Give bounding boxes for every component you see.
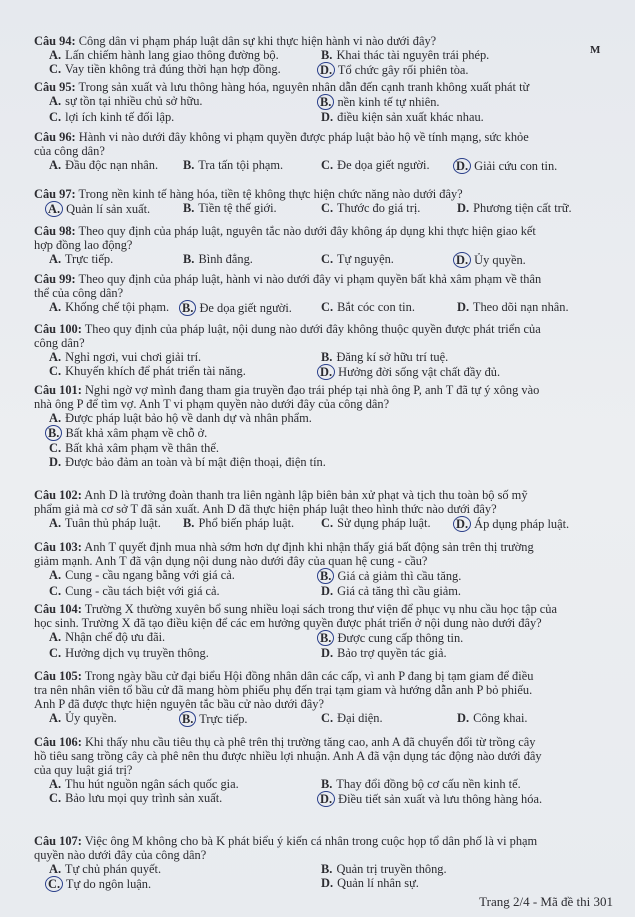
option-text: Phương tiện cất trữ. xyxy=(473,201,572,215)
option-letter: A. xyxy=(49,350,62,364)
option-text: Thay đổi đồng bộ cơ cấu nền kinh tế. xyxy=(336,777,521,791)
option-text: Bất khả xâm phạm về chỗ ở. xyxy=(65,426,208,440)
answer-options xyxy=(34,94,609,124)
option-letter: C. xyxy=(321,516,334,530)
answer-option xyxy=(456,300,596,316)
answer-option xyxy=(48,300,182,316)
option-text: sự tồn tại nhiều chủ sở hữu. xyxy=(65,94,203,108)
question-stem-line xyxy=(34,144,609,158)
option-letter: A. xyxy=(49,862,62,876)
question-95 xyxy=(34,80,609,124)
answer-options xyxy=(34,158,609,174)
question-stem-line xyxy=(34,540,609,554)
question-stem-text: Công dân vi phạm pháp luật dân sự khi thực hiện hành vi nào dưới đây? xyxy=(78,34,437,48)
option-text: Tra tấn tội phạm. xyxy=(198,158,284,172)
option-letter: C. xyxy=(49,441,62,455)
option-letter: A. xyxy=(49,252,62,266)
answer-option xyxy=(48,630,320,646)
answer-option xyxy=(48,411,609,425)
question-stem-line xyxy=(34,763,609,777)
question-stem-line xyxy=(34,130,609,144)
option-letter: C. xyxy=(321,711,334,725)
answer-option xyxy=(48,201,182,217)
option-text: Sử dụng pháp luật. xyxy=(337,516,431,530)
question-100 xyxy=(34,322,609,380)
option-letter: D. xyxy=(321,110,334,124)
question-stem-text: nhà ông P để tìm vợ. Anh T vi phạm quyền nào dưới đây của công dân? xyxy=(34,397,390,411)
option-text: Tự nguyện. xyxy=(336,252,394,266)
option-letter: D. xyxy=(321,876,334,890)
option-letter: A. xyxy=(49,777,62,791)
question-number: Câu 95: xyxy=(34,80,76,94)
question-stem-line xyxy=(34,286,609,300)
question-stem-line xyxy=(34,336,609,350)
question-stem-text: Việc ông M không cho bà K phát biểu ý kiến cá nhân trong cuộc họp tổ dân phố là vi phạm xyxy=(84,834,538,848)
answer-option xyxy=(456,516,596,532)
answer-option xyxy=(48,441,609,455)
answer-option xyxy=(48,568,320,584)
question-stem-text: Theo quy định của pháp luật, hành vi nào dưới đây vi phạm quyền bất khả xâm phạm về thân xyxy=(78,272,542,286)
option-letter: A. xyxy=(49,411,62,425)
option-text: Theo dõi nạn nhân. xyxy=(472,300,569,314)
option-letter: B. xyxy=(321,48,333,62)
question-stem-line xyxy=(34,238,609,252)
option-letter: B. xyxy=(45,425,62,441)
option-letter: D. xyxy=(457,711,470,725)
question-number: Câu 94: xyxy=(34,34,76,48)
answer-option xyxy=(320,630,600,646)
question-stem-line xyxy=(34,397,609,411)
option-text: Ủy quyền. xyxy=(65,711,117,725)
option-letter: A. xyxy=(49,158,62,172)
question-stem-line xyxy=(34,502,609,516)
answer-options xyxy=(34,252,609,268)
option-text: Trực tiếp. xyxy=(199,712,248,726)
option-text: Tuân thủ pháp luật. xyxy=(64,516,161,530)
option-letter: D. xyxy=(453,516,471,532)
answer-option xyxy=(320,48,600,62)
option-text: Tổ chức gây rối phiên tòa. xyxy=(337,63,469,77)
question-number: Câu 105: xyxy=(34,669,82,683)
option-text: Khuyến khích để phát triển tài năng. xyxy=(65,364,246,378)
option-letter: D. xyxy=(453,158,471,174)
option-text: Cung - cầu tách biệt với giá cả. xyxy=(65,584,220,598)
option-letter: B. xyxy=(183,516,195,530)
question-stem-line xyxy=(34,669,609,683)
answer-option xyxy=(320,876,600,892)
answer-options xyxy=(34,48,609,78)
answer-option xyxy=(48,252,182,268)
option-letter: A. xyxy=(49,516,62,530)
answer-options xyxy=(34,300,609,316)
question-101 xyxy=(34,383,609,469)
option-letter: B. xyxy=(183,201,195,215)
option-letter: C. xyxy=(49,584,62,598)
option-letter: B. xyxy=(321,862,333,876)
question-stem-text: Theo quy định của pháp luật, nội dung nào dưới đây không thuộc quyền được phát triển của xyxy=(84,322,541,336)
question-104 xyxy=(34,602,609,660)
option-letter: C. xyxy=(49,364,62,378)
option-text: Được pháp luật bảo hộ về danh dự và nhân phẩm. xyxy=(65,411,312,425)
answer-option xyxy=(48,364,320,380)
option-letter: B. xyxy=(317,94,334,110)
answer-option xyxy=(320,252,456,268)
answer-option xyxy=(182,711,320,727)
question-stem-text: học sinh. Trường X đã tạo điều kiện để các em hưởng quyền được phát triển ở nội dung nào dưới đây? xyxy=(34,616,542,630)
answer-option xyxy=(48,48,320,62)
question-stem-text: Anh P đã được thực hiện nguyên tắc bầu cử nào dưới đây? xyxy=(34,697,324,711)
option-text: Giá cả tăng thì cầu giảm. xyxy=(337,584,462,598)
option-text: Đăng kí sở hữu trí tuệ. xyxy=(336,350,449,364)
answer-option xyxy=(320,110,600,124)
answer-option xyxy=(456,158,596,174)
question-number: Câu 96: xyxy=(34,130,76,144)
answer-option xyxy=(48,876,320,892)
answer-option xyxy=(48,862,320,876)
question-stem-line xyxy=(34,735,609,749)
answer-option xyxy=(320,158,456,174)
option-letter: D. xyxy=(321,584,334,598)
option-text: điều kiện sản xuất khác nhau. xyxy=(337,110,484,124)
question-number: Câu 103: xyxy=(34,540,82,554)
question-stem-text: Hành vi nào dưới đây không vi phạm quyền được pháp luật bảo hộ về tính mạng, sức khỏe xyxy=(78,130,529,144)
option-text: Bắt cóc con tin. xyxy=(337,300,415,314)
question-stem-text: hồ tiêu sang trồng cây cà phê nên thu được nhiều lợi nhuận. Anh A đã vận dụng tác động nào dưới đây xyxy=(34,749,542,763)
question-stem-line xyxy=(34,697,609,711)
answer-option xyxy=(48,516,182,532)
question-stem-line xyxy=(34,749,609,763)
option-text: Tự chủ phán quyết. xyxy=(64,862,162,876)
answer-option xyxy=(182,516,320,532)
answer-options xyxy=(34,568,609,598)
option-letter: C. xyxy=(45,876,63,892)
question-stem-line xyxy=(34,554,609,568)
option-text: Hưởng dịch vụ truyền thông. xyxy=(65,646,209,660)
option-letter: C. xyxy=(321,201,334,215)
question-number: Câu 98: xyxy=(34,224,76,238)
answer-option xyxy=(320,862,600,876)
question-103 xyxy=(34,540,609,598)
question-stem-text: Trường X thường xuyên bổ sung nhiều loại sách trong thư viện để phục vụ nhu cầu học tập của xyxy=(84,602,557,616)
question-number: Câu 102: xyxy=(34,488,82,502)
answer-options xyxy=(34,862,609,892)
option-text: Đe dọa giết người. xyxy=(199,301,292,315)
option-letter: A. xyxy=(49,94,62,108)
answer-options xyxy=(34,630,609,660)
option-letter: B. xyxy=(321,350,333,364)
question-stem-line xyxy=(34,272,609,286)
option-letter: C. xyxy=(321,252,334,266)
option-letter: B. xyxy=(179,300,196,316)
option-text: Bất khả xâm phạm về thân thể. xyxy=(65,441,219,455)
question-number: Câu 107: xyxy=(34,834,82,848)
option-text: Điều tiết sản xuất và lưu thông hàng hóa. xyxy=(338,792,543,806)
option-text: Đe dọa giết người. xyxy=(337,158,430,172)
answer-option xyxy=(48,584,320,598)
question-96 xyxy=(34,130,609,174)
question-107 xyxy=(34,834,609,892)
answer-option xyxy=(182,201,320,217)
answer-options xyxy=(34,711,609,727)
answer-option xyxy=(320,300,456,316)
option-letter: D. xyxy=(49,455,62,469)
option-letter: A. xyxy=(45,201,63,217)
answer-option xyxy=(320,584,600,598)
question-number: Câu 106: xyxy=(34,735,82,749)
question-stem-text: giảm mạnh. Anh T đã vận dụng nội dung nào dưới đây của quan hệ cung - cầu? xyxy=(34,554,428,568)
question-stem-text: công dân? xyxy=(34,336,85,350)
answer-options xyxy=(34,201,609,217)
answer-option xyxy=(182,300,320,316)
answer-option xyxy=(320,646,600,660)
option-text: Lấn chiếm hành lang giao thông đường bộ. xyxy=(65,48,279,62)
option-letter: B. xyxy=(321,777,333,791)
option-text: Khống chế tội phạm. xyxy=(65,300,170,314)
option-text: Quản lí sản xuất. xyxy=(66,202,151,216)
question-stem-line xyxy=(34,34,609,48)
option-letter: D. xyxy=(457,300,470,314)
option-text: Thước đo giá trị. xyxy=(336,201,421,215)
question-stem-text: tra nên nhân viên tổ bầu cử đã mang hòm phiếu phụ đến trại tạm giam và hướng dẫn anh P bỏ phiếu. xyxy=(34,683,533,697)
question-stem-line xyxy=(34,602,609,616)
option-letter: D. xyxy=(317,62,335,78)
answer-option xyxy=(456,201,596,217)
answer-option xyxy=(320,350,600,364)
answer-option xyxy=(48,350,320,364)
answer-option xyxy=(320,711,456,727)
option-text: Công khai. xyxy=(473,711,528,725)
option-text: Trực tiếp. xyxy=(64,252,114,266)
option-text: Vay tiền không trả đúng thời hạn hợp đồng. xyxy=(64,62,281,76)
option-letter: A. xyxy=(49,300,62,314)
question-stem-text: Khi thấy nhu cầu tiêu thụ cà phê trên thị trường tăng cao, anh A đã chuyển đổi từ trồng cây xyxy=(84,735,536,749)
option-text: lợi ích kinh tế đối lập. xyxy=(65,110,175,124)
question-stem-text: của quy luật giá trị? xyxy=(34,763,133,777)
option-text: Quản lí nhân sự. xyxy=(337,876,419,890)
question-stem-line xyxy=(34,488,609,502)
option-text: Đại diện. xyxy=(337,711,383,725)
question-stem-text: Trong nền kinh tế hàng hóa, tiền tệ không thực hiện chức năng nào dưới đây? xyxy=(78,187,463,201)
option-letter: A. xyxy=(49,630,62,644)
question-stem-text: Trong ngày bầu cử đại biểu Hội đồng nhân dân các cấp, vì anh P đang bị tạm giam để điều xyxy=(84,669,534,683)
answer-option xyxy=(320,201,456,217)
question-stem-line xyxy=(34,616,609,630)
option-text: Phổ biến pháp luật. xyxy=(198,516,295,530)
answer-option xyxy=(48,62,320,78)
answer-option xyxy=(320,62,600,78)
question-stem-line xyxy=(34,683,609,697)
answer-options xyxy=(34,516,609,532)
question-102 xyxy=(34,488,609,532)
answer-option xyxy=(48,94,320,110)
question-105 xyxy=(34,669,609,727)
option-text: Khai thác tài nguyên trái phép. xyxy=(336,48,490,62)
question-stem-line xyxy=(34,80,609,94)
margin-mark: M xyxy=(590,44,601,56)
option-text: Giải cứu con tin. xyxy=(474,159,558,173)
answer-option xyxy=(48,711,182,727)
option-letter: D. xyxy=(317,791,335,807)
answer-option xyxy=(48,110,320,124)
question-stem-text: của công dân? xyxy=(34,144,105,158)
answer-option xyxy=(320,568,600,584)
answer-option xyxy=(320,516,456,532)
answer-option xyxy=(182,252,320,268)
answer-option xyxy=(182,158,320,174)
question-stem-line xyxy=(34,322,609,336)
option-text: Nghỉ ngơi, vui chơi giải trí. xyxy=(65,350,202,364)
question-stem-text: phẩm giả mà cơ sở T đã sản xuất. Anh D đã thực hiện pháp luật theo hình thức nào dưới đây? xyxy=(34,502,497,516)
answer-option xyxy=(456,252,596,268)
option-text: Bảo trợ quyền tác giả. xyxy=(337,646,447,660)
question-stem-text: Trong sản xuất và lưu thông hàng hóa, nguyên nhân dẫn đến cạnh tranh không xuất phát từ xyxy=(78,80,530,94)
option-letter: C. xyxy=(49,791,62,805)
answer-options xyxy=(34,777,609,807)
option-letter: C. xyxy=(49,110,62,124)
option-text: Giá cả giảm thì cầu tăng. xyxy=(337,569,462,583)
option-text: Áp dụng pháp luật. xyxy=(474,517,570,531)
question-99 xyxy=(34,272,609,316)
answer-option xyxy=(48,425,609,441)
answer-option xyxy=(48,158,182,174)
answer-option xyxy=(48,777,320,791)
option-letter: B. xyxy=(317,630,334,646)
option-text: Tiền tệ thế giới. xyxy=(198,201,277,215)
question-number: Câu 101: xyxy=(34,383,82,397)
option-text: Ủy quyền. xyxy=(474,253,526,267)
question-stem-text: Nghi ngờ vợ mình đang tham gia truyền đạo trái phép tại nhà ông P, anh T đã tự ý xông vào xyxy=(84,383,540,397)
option-letter: C. xyxy=(49,646,62,660)
option-text: Tự do ngôn luận. xyxy=(65,877,152,891)
option-text: Hưởng đời sống vật chất đầy đủ. xyxy=(338,365,501,379)
option-letter: B. xyxy=(183,252,195,266)
option-letter: B. xyxy=(179,711,196,727)
question-94 xyxy=(34,34,609,78)
option-letter: B. xyxy=(183,158,195,172)
answer-option xyxy=(48,791,320,807)
option-text: Bình đẳng. xyxy=(198,252,253,266)
answer-option xyxy=(320,791,600,807)
option-text: Đầu độc nạn nhân. xyxy=(65,158,159,172)
option-letter: C. xyxy=(49,62,62,76)
option-letter: D. xyxy=(457,201,470,215)
option-text: Bảo lưu mọi quy trình sản xuất. xyxy=(65,791,223,805)
option-text: Nhận chế độ ưu đãi. xyxy=(65,630,166,644)
option-letter: D. xyxy=(453,252,471,268)
option-letter: B. xyxy=(317,568,334,584)
question-stem-line xyxy=(34,383,609,397)
option-text: Được bảo đảm an toàn và bí mật điện thoại, điện tín. xyxy=(65,455,326,469)
answer-option xyxy=(320,94,600,110)
option-text: Cung - cầu ngang bằng với giá cả. xyxy=(65,568,235,582)
option-letter: A. xyxy=(49,568,62,582)
question-stem-text: thể của công dân? xyxy=(34,286,124,300)
question-number: Câu 99: xyxy=(34,272,76,286)
question-stem-text: Theo quy định của pháp luật, nguyên tắc nào dưới đây không áp dụng khi thực hiện giao kết xyxy=(78,224,536,238)
option-text: nền kinh tế tự nhiên. xyxy=(337,95,440,109)
question-stem-text: quyền nào dưới đây của công dân? xyxy=(34,848,207,862)
answer-option xyxy=(320,364,600,380)
option-letter: C. xyxy=(321,158,334,172)
question-106 xyxy=(34,735,609,807)
question-stem-text: Anh T quyết định mua nhà sớm hơn dự định khi nhận thấy giá bất động sản trên thị trường xyxy=(84,540,534,554)
option-letter: A. xyxy=(49,48,62,62)
option-letter: D. xyxy=(321,646,334,660)
option-letter: A. xyxy=(49,711,62,725)
answer-option xyxy=(48,455,609,469)
option-letter: D. xyxy=(317,364,335,380)
page-footer: Trang 2/4 - Mã đề thi 301 xyxy=(479,894,613,909)
question-98 xyxy=(34,224,609,268)
answer-option xyxy=(456,711,596,727)
question-stem-line xyxy=(34,848,609,862)
option-text: Quản trị truyền thông. xyxy=(336,862,447,876)
answer-option xyxy=(320,777,600,791)
answer-options xyxy=(34,350,609,380)
question-stem-text: hợp đồng lao động? xyxy=(34,238,133,252)
option-text: Được cung cấp thông tin. xyxy=(337,631,464,645)
question-97 xyxy=(34,187,609,217)
option-letter: C. xyxy=(321,300,334,314)
question-number: Câu 97: xyxy=(34,187,76,201)
question-stem-line xyxy=(34,834,609,848)
answer-options xyxy=(34,411,609,469)
question-stem-line xyxy=(34,187,609,201)
question-stem-text: Anh D là trưởng đoàn thanh tra liên ngành lập biên bản xử phạt và tịch thu toàn bộ số mỹ xyxy=(84,488,528,502)
question-number: Câu 100: xyxy=(34,322,82,336)
question-number: Câu 104: xyxy=(34,602,82,616)
answer-option xyxy=(48,646,320,660)
option-text: Thu hút nguồn ngân sách quốc gia. xyxy=(64,777,239,791)
question-stem-line xyxy=(34,224,609,238)
